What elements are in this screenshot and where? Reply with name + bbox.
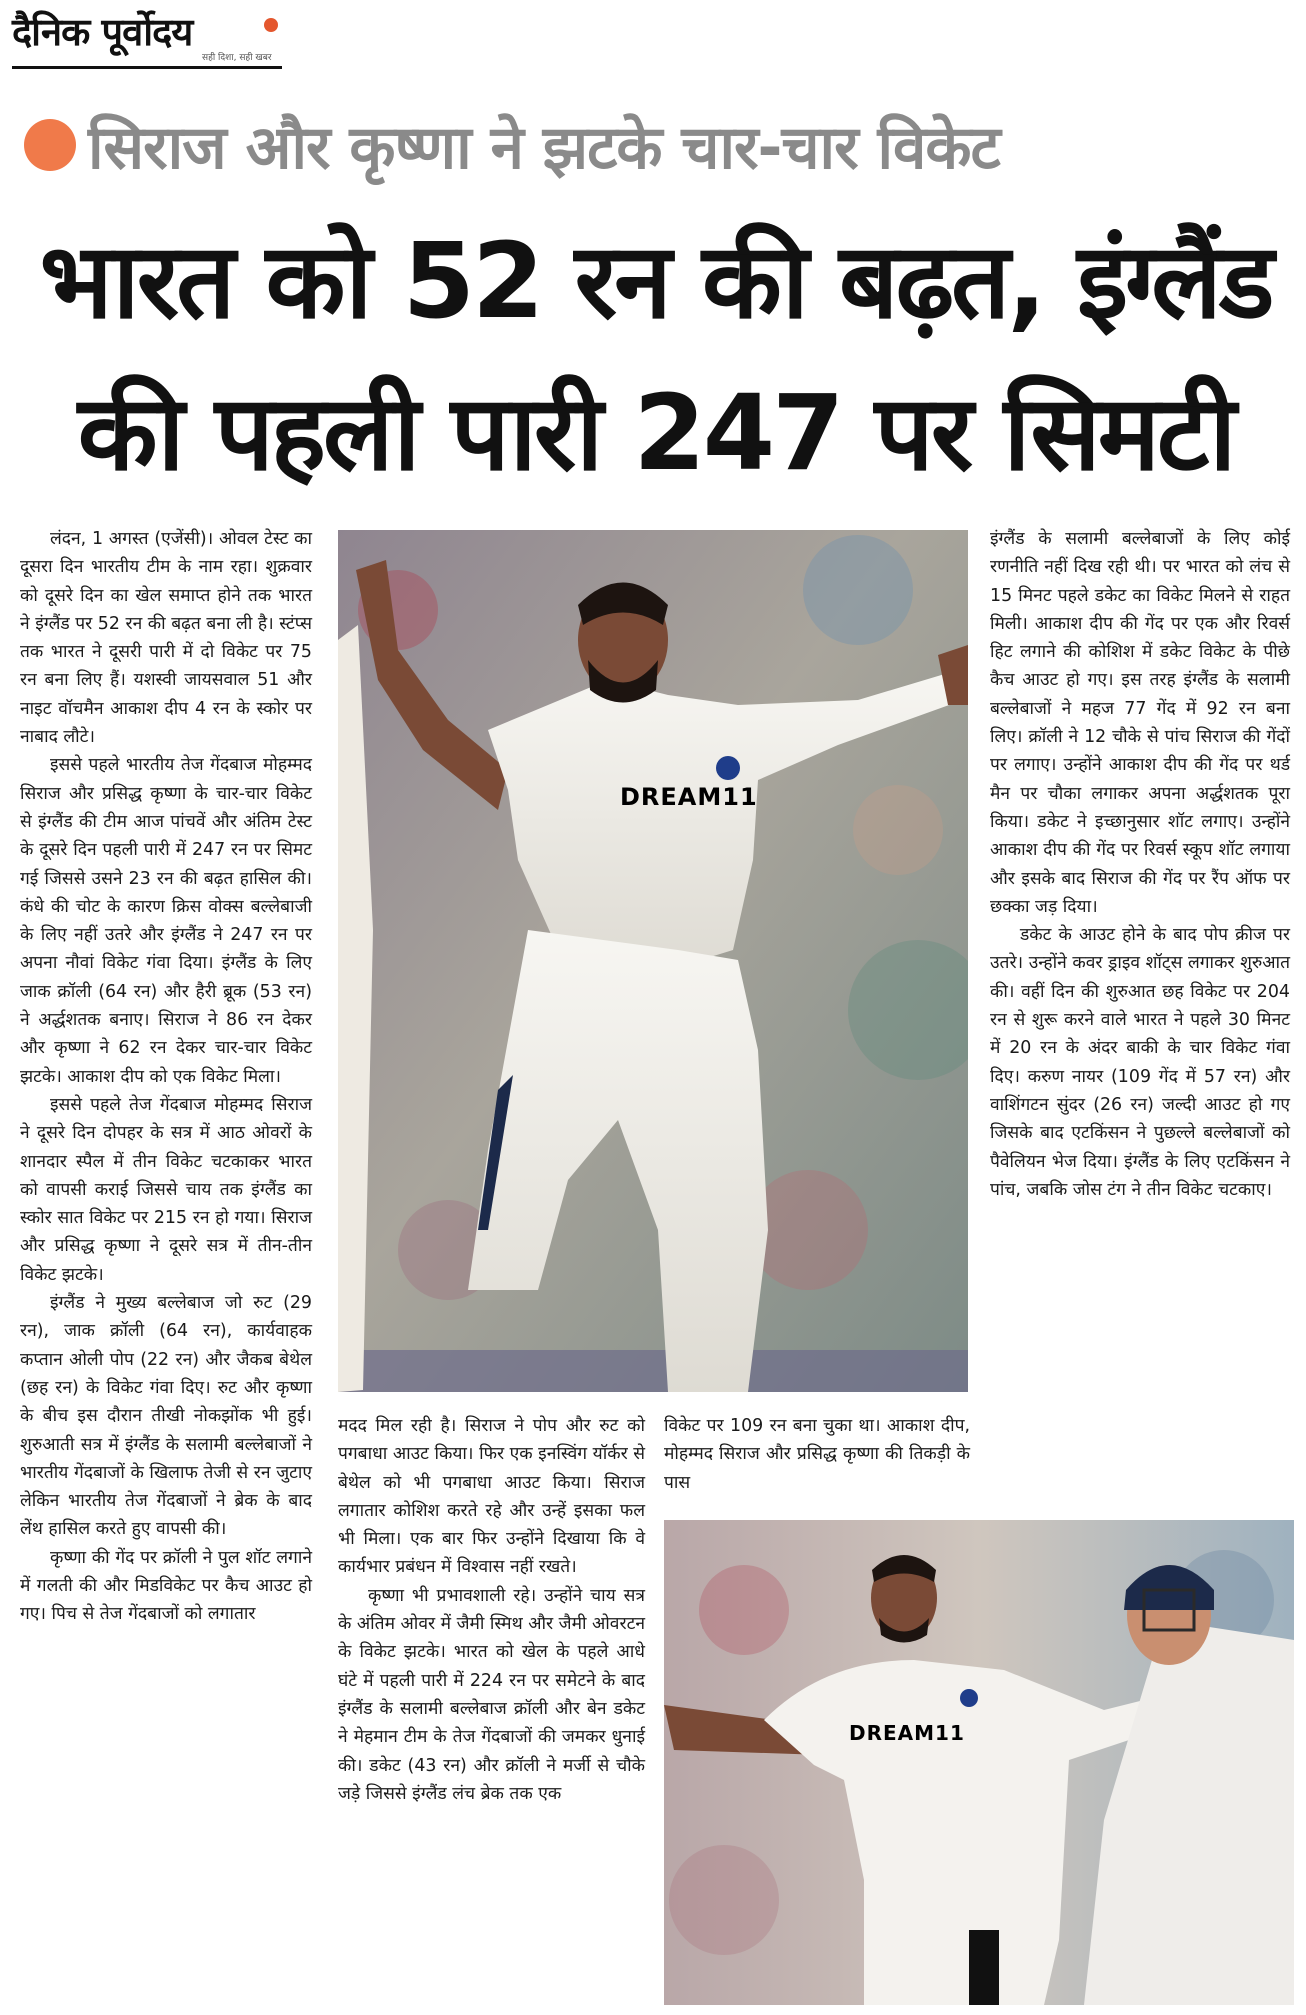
kicker-text: सिराज और कृष्णा ने झटके चार-चार विकेट	[88, 113, 1000, 183]
photo-main-illustration	[338, 530, 968, 1392]
paragraph: लंदन, 1 अगस्त (एजेंसी)। ओवल टेस्ट का दूसरा दिन भारतीय टीम के नाम रहा। शुक्रवार को दूसरे दिन का खेल समाप्त होने तक भारत ने इंग्लैंड पर 52 रन की बढ़त बना ली है। स्टंप्स तक भारत ने दूसरी पारी में दो विकेट पर 75 रन बना लिए हैं। यशस्वी जायसवाल 51 और नाइट वॉचमैन आकाश दीप 4 रन के स्कोर पर नाबाद लौटे।	[20, 529, 312, 748]
article-column-1	[20, 525, 312, 1629]
paragraph: इससे पहले भारतीय तेज गेंदबाज मोहम्मद सिराज और प्रसिद्ध कृष्णा के चार-चार विकेट से इंग्लैंड की टीम आज पांचवें और अंतिम टेस्ट के दूसरे दिन पहली पारी में 247 रन पर सिमट गई जिससे उसने 23 रन की बढ़त हासिल की। कंधे की चोट के कारण क्रिस वोक्स बल्लेबाजी के लिए नहीं उतरे और इंग्लैंड ने 247 रन पर अपना नौवां विकेट गंवा दिया। इंग्लैंड के लिए जाक क्रॉली (64 रन) और हैरी ब्रूक (53 रन) ने अर्द्धशतक बनाए। सिराज ने 86 रन देकर और कृष्णा ने 62 रन देकर चार-चार विकेट झटके। आकाश दीप को एक विकेट मिला।	[20, 755, 312, 1087]
paragraph: इंग्लैंड के सलामी बल्लेबाजों के लिए कोई रणनीति नहीं दिख रही थी। पर भारत को लंच से 15 मिनट पहले डकेट का विकेट मिलने से राहत मिली। आकाश दीप की गेंद पर एक और रिवर्स हिट लगाने की कोशिश में डकेट विकेट के पीछे कैच आउट हो गए। इस तरह इंग्लैंड के सलामी बल्लेबाजों ने महज 77 गेंद में 92 रन बना लिए। क्रॉली ने 12 चौके से पांच सिराज की गेंदों पर लगाए। उन्होंने आकाश दीप की गेंद पर थर्ड मैन पर चौका लगाकर अपना अर्द्धशतक पूरा किया। डकेट ने इच्छानुसार शॉट लगाए। उन्होंने आकाश दीप की गेंद पर रिवर्स स्कूप शॉट लगाया और इसके बाद सिराज की गेंद पर रैंप ऑफ पर छक्का जड़ दिया।	[990, 529, 1290, 917]
article-kicker	[24, 110, 1294, 183]
paragraph: डकेट के आउट होने के बाद पोप क्रीज पर उतरे। उन्होंने कवर ड्राइव शॉट्स लगाकर शुरुआत की। वहीं दिन की शुरुआत छह विकेट पर 204 रन से शुरू करने वाले भारत ने पहले 30 मिनट में 20 रन के अंदर बाकी के चार विकेट गंवा दिए। करुण नायर (109 गेंद में 57 रन) और वाशिंगटन सुंदर (26 रन) जल्दी आउट हो गए जिसके बाद एटकिंसन ने पुछल्ले बल्लेबाजों को पैवेलियन भेज दिया। इंग्लैंड के लिए एटकिंसन ने पांच, जबकि जोस टंग ने तीन विकेट चटकाए।	[990, 925, 1290, 1200]
photo-krishna-celebrating	[664, 1520, 1294, 2005]
photo-siraj-celebrating	[338, 530, 968, 1392]
paragraph: मदद मिल रही है। सिराज ने पोप और रुट को पगबाधा आउट किया। फिर एक इनस्विंग यॉर्कर से बेथेल को भी पगबाधा आउट किया। सिराज लगातार कोशिश करते रहे और उन्हें इसका फल भी मिला। एक बार फिर उन्होंने दिखाया कि वे कार्यभार प्रबंधन में विश्वास नहीं रखते।	[338, 1416, 645, 1578]
kicker-bullet-icon	[24, 119, 76, 171]
masthead-logo-dot	[264, 18, 278, 32]
article-column-4	[990, 525, 1290, 1204]
paragraph: इससे पहले तेज गेंदबाज मोहम्मद सिराज ने दूसरे दिन दोपहर के सत्र में आठ ओवरों के शानदार स्पैल में तीन विकेट चटकाकर भारत को वापसी कराई जिससे चाय तक इंग्लैंड का स्कोर सात विकेट पर 215 रन हो गया। सिराज और प्रसिद्ध कृष्णा ने दूसरे सत्र में तीन-तीन विकेट झटके।	[20, 1094, 312, 1285]
paragraph: इंग्लैंड ने मुख्य बल्लेबाज जो रुट (29 रन), जाक क्रॉली (64 रन), कार्यवाहक कप्तान ओली पोप (22 रन) और जैकब बेथेल (छह रन) के विकेट गंवा दिए। रुट और कृष्णा के बीच इस दौरान तीखी नोकझोंक भी हुई। शुरुआती सत्र में इंग्लैंड के सलामी बल्लेबाजों ने भारतीय गेंदबाजों के खिलाफ तेजी से रन जुटाए लेकिन भारतीय तेज गेंदबाजों ने ब्रेक के बाद लेंथ हासिल करते हुए वापसी की।	[20, 1293, 312, 1540]
newspaper-name: दैनिक पूर्वोदय	[12, 9, 193, 54]
headline-line-1: भारत को 52 रन की बढ़त, इंग्लैंड	[39, 220, 1272, 342]
newspaper-tagline: सही दिशा, सही खबर	[202, 53, 272, 63]
article-headline	[18, 205, 1293, 509]
paragraph: विकेट पर 109 रन बना चुका था। आकाश दीप, मोहम्मद सिराज और प्रसिद्ध कृष्णा की तिकड़ी के पास	[664, 1416, 970, 1493]
photo-main-jersey-text: DREAM11	[620, 783, 758, 811]
photo-second-jersey-text: DREAM11	[849, 1721, 965, 1745]
article-column-3	[664, 1412, 970, 1497]
paragraph: कृष्णा भी प्रभावशाली रहे। उन्होंने चाय सत्र के अंतिम ओवर में जैमी स्मिथ और जैमी ओवरटन के विकेट झटके। भारत को खेल के पहले आधे घंटे में पहली पारी में 224 रन पर समेटने के बाद इंग्लैंड के सलामी बल्लेबाज क्रॉली और बेन डकेट ने मेहमान टीम के तेज गेंदबाजों की जमकर धुनाई की। डकेट (43 रन) और क्रॉली ने मर्जी से चौके जड़े जिससे इंग्लैंड लंच ब्रेक तक एक	[338, 1585, 645, 1804]
article-column-2	[338, 1412, 645, 1808]
paragraph: कृष्णा की गेंद पर क्रॉली ने पुल शॉट लगाने में गलती की और मिडविकेट पर कैच आउट हो गए। पिच से तेज गेंदबाजों को लगातार	[20, 1547, 312, 1625]
masthead-rule	[12, 66, 282, 69]
photo-second-illustration	[664, 1520, 1294, 2005]
headline-line-2: की पहली पारी 247 पर सिमटी	[77, 372, 1234, 494]
masthead	[12, 10, 282, 70]
